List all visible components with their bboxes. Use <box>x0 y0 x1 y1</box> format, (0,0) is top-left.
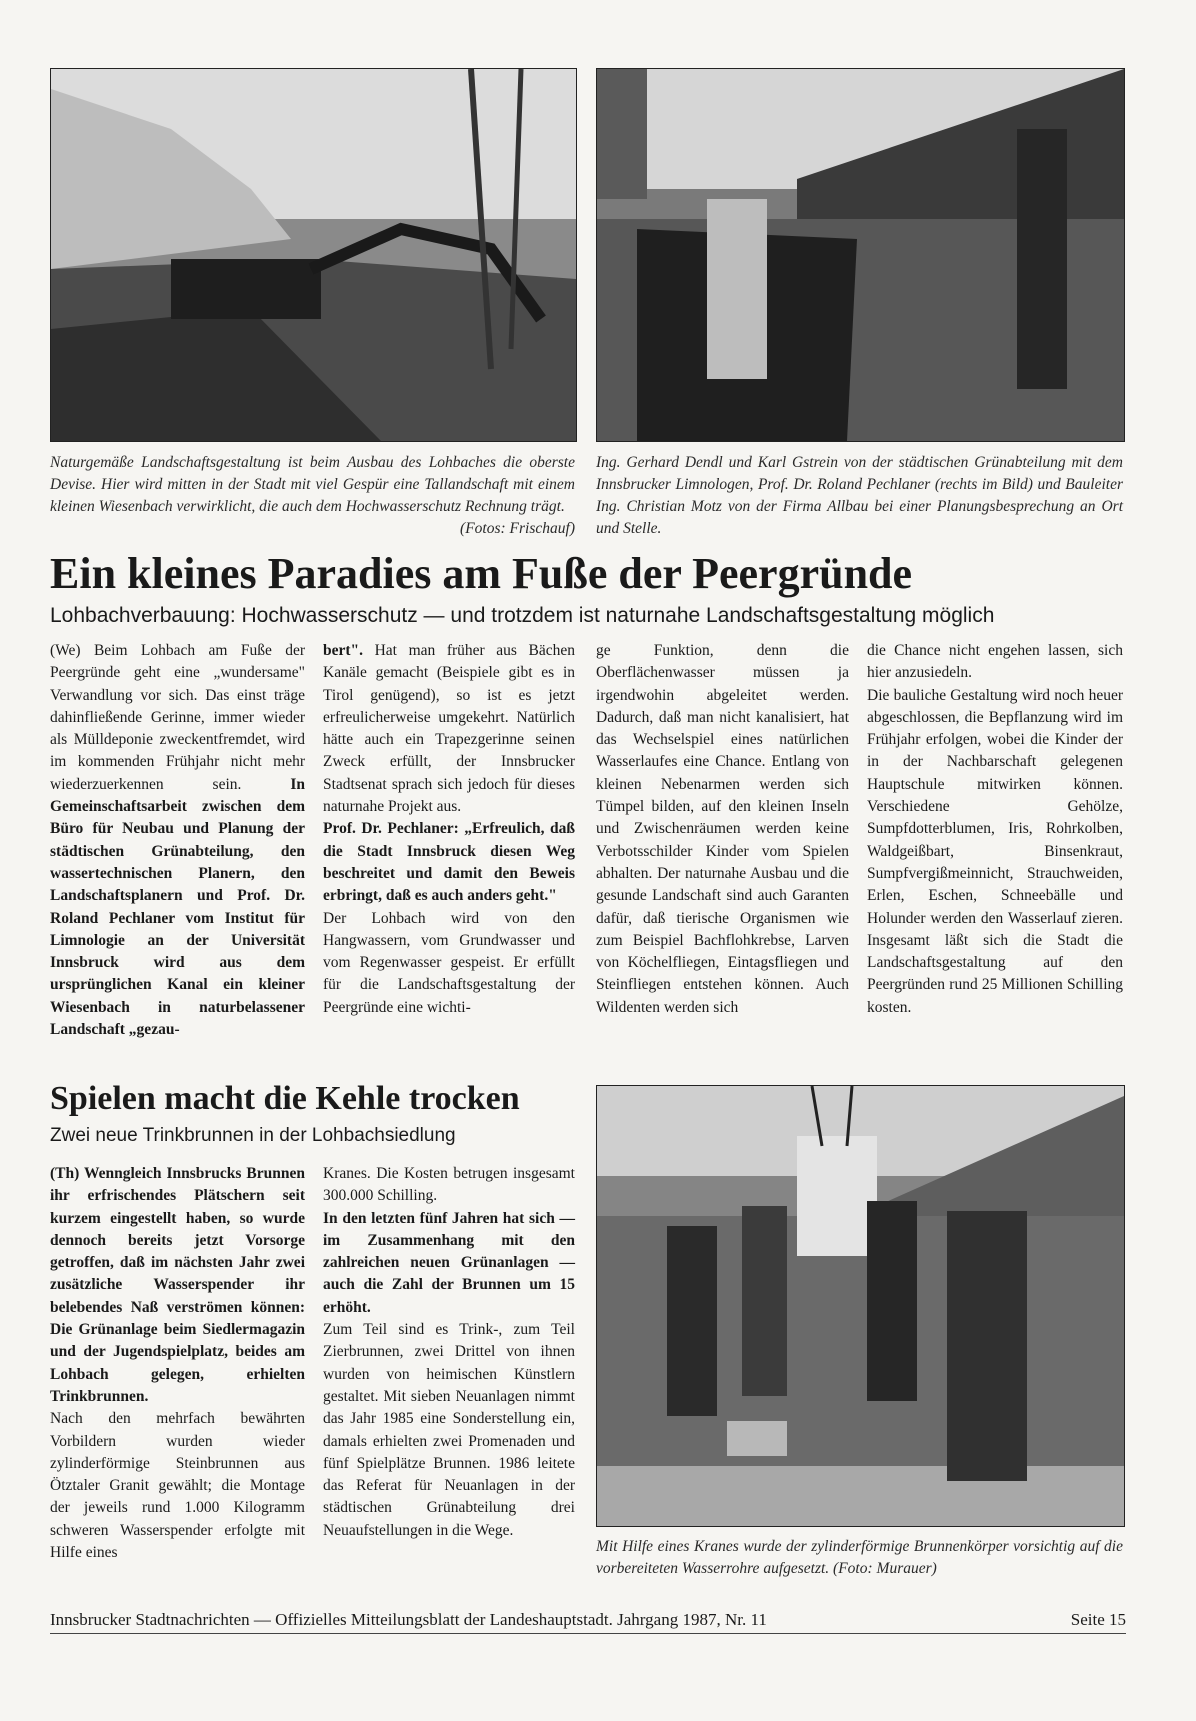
photo-excavator <box>50 68 577 442</box>
article1-column-2: bert". Hat man früher aus Bächen Kanäle gemacht (Beispiele gibt es in Tirol genügend), so ist es jetzt erfreulicherweise umgekehrt. Natürlich hätte auch ein Trapezgerinne seinen Zweck erfüllt, der Innsbrucker Stadtsenat sprach sich jedoch für dieses naturnahe Projekt aus. Prof. Dr. Pechlaner: „Erfreulich, daß die Stadt Innsbruck diesen Weg beschreitet und damit den Beweis erbringt, daß es auch anders geht." Der Lohbach wird von den Hangwassern, vom Grundwasser und vom Regenwasser gespeist. Er erfüllt für die Landschaftsgestaltung der Peergründe eine wichti- <box>323 642 575 1016</box>
article2-column-1: (Th) Wenngleich Innsbrucks Brunnen ihr erfrischendes Plätschern seit kurzem eingestellt haben, so wurde dennoch bereits jetzt Vorsorge getroffen, daß im nächsten Jahr zwei zusätzliche Wasserspender ihr belebendes Naß verströmen können: Die Grünanlage beim Siedlermagazin und der Jugendspielplatz, beides am Lohbach gelegen, erhielten Trinkbrunnen. Nach den mehrfach bewährten Vorbildern wurden wieder zylinderförmige Steinbrunnen aus Ötztaler Granit gewählt; die Montage der jeweils rund 1.000 Kilogramm schweren Wasserspender erfolgte mit Hilfe eines <box>50 1165 305 1562</box>
article2-subtitle: Zwei neue Trinkbrunnen in der Lohbachsiedlung <box>50 1125 456 1146</box>
article1-title: Ein kleines Paradies am Fuße der Peergründe <box>50 549 913 598</box>
article1-subtitle: Lohbachverbauung: Hochwasserschutz — und trotzdem ist naturnahe Landschaftsgestaltung möglich <box>50 604 995 627</box>
caption-inspection: Ing. Gerhard Dendl und Karl Gstrein von der städtischen Grünabteilung mit dem Innsbrucker Limnologen, Prof. Dr. Roland Pechlaner (rechts im Bild) und Bauleiter Ing. Christian Motz von der Firma Allbau bei einer Planungsbesprechung an Ort und Stelle. <box>596 454 1123 537</box>
footer-text: Innsbrucker Stadtnachrichten — Offizielles Mitteilungsblatt der Landeshauptstadt. Jahrgang 1987, Nr. 11 <box>50 1610 767 1629</box>
article1-column-3: ge Funktion, denn die Oberflächenwasser müssen ja irgendwohin abgeleitet werden. Dadurch, daß man nicht kanalisiert, hat das Wechselspiel eines natürlichen Wasserlaufes eine Chance. Entlang von kleinen Nebenarmen werden sich Tümpel bilden, auf den kleinen Inseln und Zwischenräumen werden keine Verbotsschilder Kinder vom Spielen abhalten. Der naturnahe Ausbau und die gesunde Landschaft sind auch Garanten dafür, daß tierische Organismen wie zum Beispiel Bachflohkrebse, Larven von Köchelfliegen, Eintagsfliegen und Steinfliegen entstehen können. Auch Wildenten werden sich <box>596 642 849 1016</box>
caption-fountain: Mit Hilfe eines Kranes wurde der zylinderförmige Brunnenkörper vorsichtig auf die vorbereiteten Wasserrohre aufgesetzt. (Foto: Murauer) <box>596 1538 1123 1577</box>
article1-column-4: die Chance nicht engehen lassen, sich hier anzusiedeln. Die bauliche Gestaltung wird noch heuer abgeschlossen, die Bepflanzung wird im Frühjahr erfolgen, wobei die Kinder der in der Nachbarschaft gelegenen Hauptschule mitwirken können. Verschiedene Gehölze, Sumpfdotterblumen, Iris, Rohrkolben, Waldgeißbart, Binsenkraut, Sumpfvergißmeinnicht, Strauchweiden, Erlen, Eschen, Schneebälle und Holunder werden den Wasserlauf zieren. Insgesamt läßt sich die Stadt die Landschaftsgestaltung auf den Peergründen rund 25 Millionen Schilling kosten. <box>867 642 1123 1016</box>
article2-column-2: Kranes. Die Kosten betrugen insgesamt 300.000 Schilling. In den letzten fünf Jahren hat sich — im Zusammenhang mit den zahlreichen neuen Grünanlagen — auch die Zahl der Brunnen um 15 erhöht. Zum Teil sind es Trink-, zum Teil Zierbrunnen, zwei Drittel von ihnen wurden von heimischen Künstlern gestaltet. Mit sieben Neuanlagen nimmt das Jahr 1985 eine Sonderstellung ein, damals erhielten zwei Promenaden und fünf Spielplätze Brunnen. 1986 leitete das Referat für Neuanlagen in der städtischen Grünabteilung drei Neuaufstellungen in die Wege. <box>323 1165 575 1539</box>
page-number: Seite 15 <box>1070 1610 1126 1629</box>
page-footer <box>50 1610 1126 1634</box>
article1-column-1: (We) Beim Lohbach am Fuße der Peergründe geht eine „wundersame" Verwandlung vor sich. Das einst träge dahinfließende Gerinne, immer wieder als Mülldeponie zweckentfremdet, wird im kommenden Frühjahr nicht mehr wiederzuerkennen sein. In Gemeinschaftsarbeit zwischen dem Büro für Neubau und Planung der städtischen Grünabteilung, den wassertechnischen Planern, den Landschaftsplanern und Prof. Dr. Roland Pechlaner vom Institut für Limnologie an der Universität Innsbruck wird aus dem ursprünglichen Kanal ein kleiner Wiesenbach in naturbelassener Landschaft „gezau- <box>50 642 305 1039</box>
caption-excavator: Naturgemäße Landschaftsgestaltung ist beim Ausbau des Lohbaches die oberste Devise. Hier wird mitten in der Stadt mit viel Gespür eine Tallandschaft mit einem kleinen Wiesenbach verwirklicht, die auch dem Hochwasserschutz Rechnung trägt. (Fotos: Frischauf) <box>50 452 575 540</box>
photo-credit: (Fotos: Frischauf) <box>460 520 575 537</box>
article2-title: Spielen macht die Kehle trocken <box>50 1080 520 1117</box>
photo-fountain <box>596 1085 1125 1527</box>
photo-inspection <box>596 68 1125 442</box>
